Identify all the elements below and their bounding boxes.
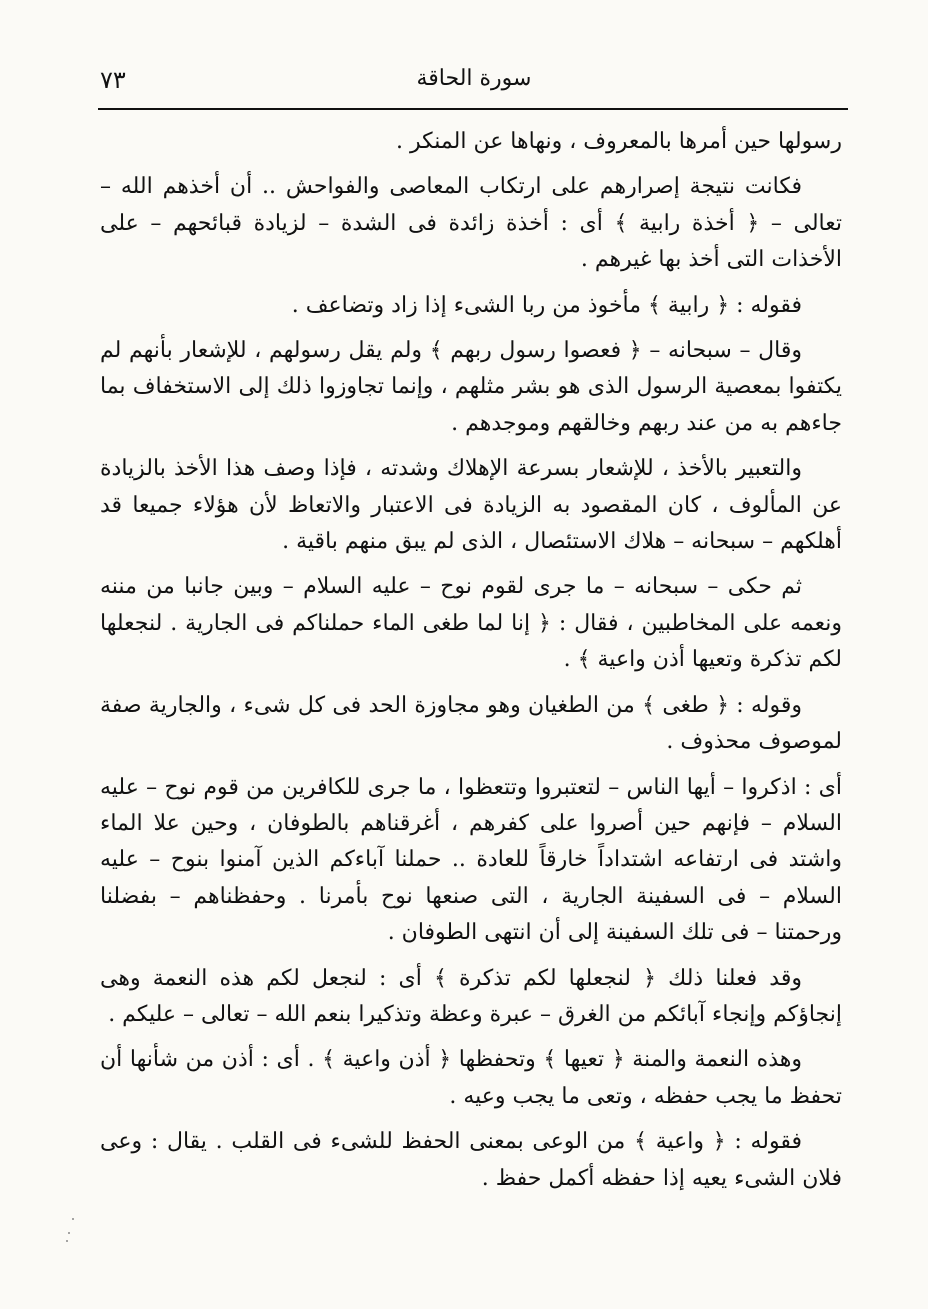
paragraph-7: وقوله : ﴿ طغى ﴾ من الطغيان وهو مجاوزة الحد فى كل شىء ، والجارية صفة لموصوف محذوف . [100,692,842,755]
scan-specks [64,1214,84,1244]
header-divider [98,108,848,110]
paragraph-2: فكانت نتيجة إصرارهم على ارتكاب المعاصى والفواحش .. أن أخذهم الله – تعالى – ﴿ أخذة رابية ﴾ أى : أخذة زائدة فى الشدة – لزيادة قبائحهم – على الأخذات التى أخذ بها غيرهم . [100,174,842,273]
paragraph-5: والتعبير بالأخذ ، للإشعار بسرعة الإهلاك وشدته ، فإذا وصف هذا الأخذ بالزيادة عن المألوف ، كان المقصود به الزيادة فى الاعتبار والاتعاظ لأن هؤلاء جميعا قد أهلكهم – سبحانه – هلاك الاستئصال ، الذى لم يبق منهم باقية . [100,456,842,555]
page-number: ٧٣ [100,66,126,94]
paragraph-9: وقد فعلنا ذلك ﴿ لنجعلها لكم تذكرة ﴾ أى : لنجعل لكم هذه النعمة وهى إنجاؤكم وإنجاء آبائكم من الغرق – عبرة وعظة وتذكيرا بنعم الله – تعالى – عليكم . [100,965,842,1027]
paragraph-6: ثم حكى – سبحانه – ما جرى لقوم نوح – عليه السلام – وبين جانبا من مننه ونعمه على المخاطبين ، فقال : ﴿ إنا لما طغى الماء حملناكم فى الجارية . لنجعلها لكم تذكرة وتعيها أذن واعية ﴾ . [100,574,842,673]
paragraph-8: أى : اذكروا – أيها الناس – لتعتبروا وتتعظوا ، ما جرى للكافرين من قوم نوح – عليه السلام – فإنهم حين أصروا على كفرهم ، أغرقناهم بالطوفان ، وحين علا الماء واشتد فى ارتفاعه اشتداداً خارقاً للعادة .. حملنا آباءكم الذين آمنوا بنوح – عليه السلام – فى السفينة الجارية ، التى صنعها نوح بأمرنا . وحفظناهم – بفضلنا ورحمتنا – فى تلك السفينة إلى أن انتهى الطوفان . [100,774,842,946]
paragraph-4: وقال – سبحانه – ﴿ فعصوا رسول ربهم ﴾ ولم يقل رسولهم ، للإشعار بأنهم لم يكتفوا بمعصية الرسول الذى هو بشر مثلهم ، وإنما تجاوزوا ذلك إلى الاستخفاف بما جاءهم به من عند ربهم وخالقهم وموجدهم . [100,338,842,436]
paragraph-10: وهذه النعمة والمنة ﴿ تعيها ﴾ وتحفظها ﴿ أذن واعية ﴾ . أى : أذن من شأنها أن تحفظ ما يجب حفظه ، وتعى ما يجب وعيه . [100,1047,842,1109]
body-text [100,124,842,1206]
paragraph-3: فقوله : ﴿ رابية ﴾ مأخوذ من ربا الشىء إذا زاد وتضاعف . [291,292,802,318]
paragraph-11: فقوله : ﴿ واعية ﴾ من الوعى بمعنى الحفظ للشىء فى القلب . يقال : وعى فلان الشىء يعيه إذا حفظه أكمل حفظ . [100,1129,842,1191]
page-header [100,58,848,106]
paragraph-1: رسولها حين أمرها بالمعروف ، ونهاها عن المنكر . [396,129,842,154]
running-title: سورة الحاقة [416,66,532,91]
